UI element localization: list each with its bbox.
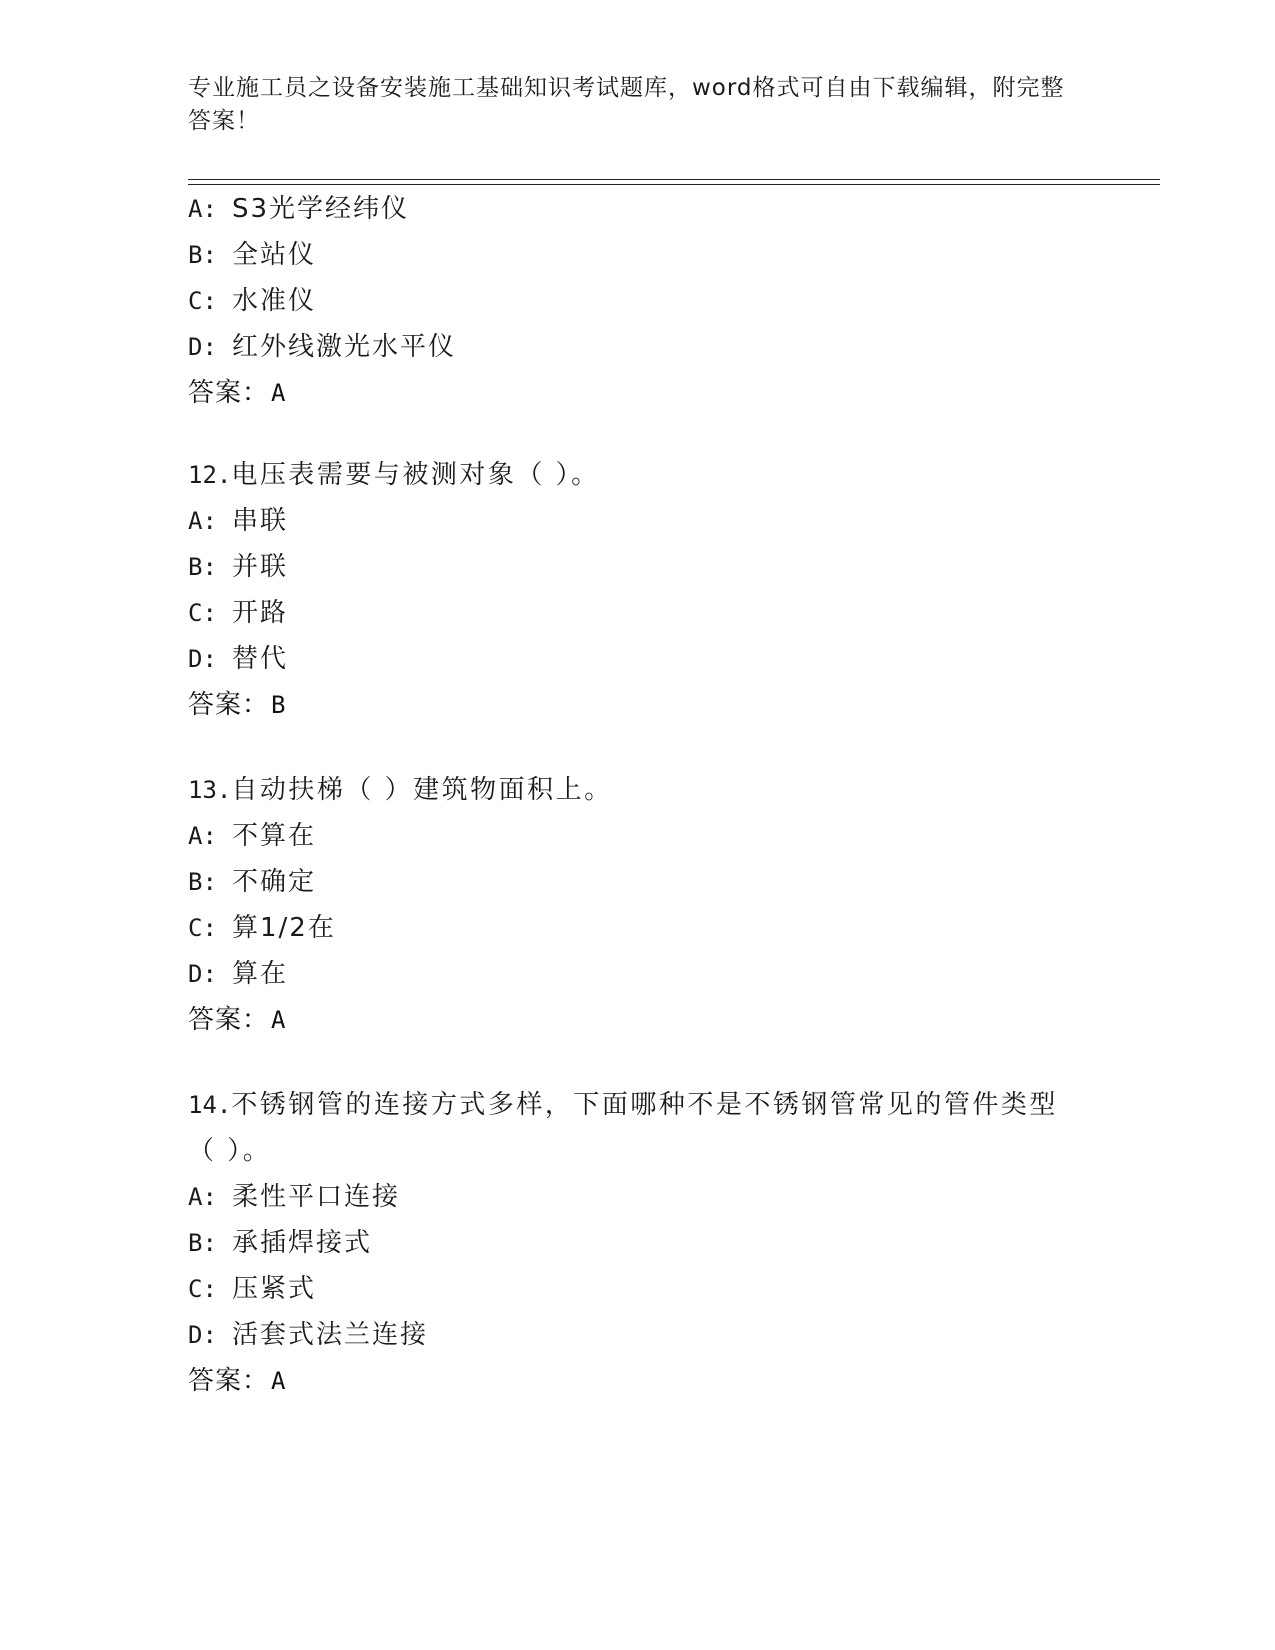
option-text: 柔性平口连接 xyxy=(232,1182,401,1212)
option-letter: C: xyxy=(188,1275,217,1303)
option-letter: B: xyxy=(188,868,217,896)
option-letter: B: xyxy=(188,1229,217,1257)
option-text: 并联 xyxy=(232,552,289,582)
question-block-12 xyxy=(188,452,1088,728)
question-text: 电压表需要与被测对象（ ）。 xyxy=(231,460,600,490)
option-d xyxy=(188,1312,1068,1358)
option-c xyxy=(188,905,1088,951)
option-text: 全站仪 xyxy=(232,240,317,270)
option-letter: A: xyxy=(188,822,217,850)
option-text: 串联 xyxy=(232,506,289,536)
option-a xyxy=(188,1174,1068,1220)
option-text: 不算在 xyxy=(232,821,317,851)
answer-line xyxy=(188,682,1088,728)
option-text: S3光学经纬仪 xyxy=(232,194,410,224)
answer-value: B xyxy=(271,691,287,719)
header-divider-top xyxy=(188,179,1160,180)
document-header: 专业施工员之设备安装施工基础知识考试题库，word格式可自由下载编辑，附完整答案！ xyxy=(188,75,1065,134)
question-number: 14. xyxy=(188,1091,232,1119)
question-block-14 xyxy=(188,1082,1068,1404)
option-a xyxy=(188,498,1088,544)
option-text: 不确定 xyxy=(232,867,317,897)
option-c xyxy=(188,1266,1068,1312)
option-b xyxy=(188,1220,1068,1266)
option-text: 承插焊接式 xyxy=(232,1228,373,1258)
option-b xyxy=(188,232,1088,278)
question-number: 13. xyxy=(188,776,232,804)
answer-line xyxy=(188,997,1088,1043)
option-letter: C: xyxy=(188,599,217,627)
option-letter: D: xyxy=(188,960,217,988)
option-letter: D: xyxy=(188,1321,217,1349)
answer-label: 答案： xyxy=(188,1005,270,1035)
option-c xyxy=(188,278,1088,324)
option-text: 活套式法兰连接 xyxy=(232,1320,429,1350)
option-d xyxy=(188,951,1088,997)
option-b xyxy=(188,544,1088,590)
option-d xyxy=(188,636,1088,682)
option-text: 算1/2在 xyxy=(232,913,336,943)
option-letter: C: xyxy=(188,914,217,942)
option-text: 红外线激光水平仪 xyxy=(232,332,457,362)
question-text: 不锈钢管的连接方式多样，下面哪种不是不锈钢管常见的管件类型（ ）。 xyxy=(188,1090,1058,1166)
option-letter: A: xyxy=(188,507,217,535)
answer-value: A xyxy=(271,1367,287,1395)
answer-label: 答案： xyxy=(188,1366,270,1396)
header-divider-bottom xyxy=(188,184,1160,185)
question-stem xyxy=(188,767,1088,813)
option-c xyxy=(188,590,1088,636)
question-text: 自动扶梯（ ）建筑物面积上。 xyxy=(231,775,613,805)
answer-label: 答案： xyxy=(188,378,270,408)
option-text: 开路 xyxy=(232,598,289,628)
answer-line xyxy=(188,1358,1068,1404)
option-letter: B: xyxy=(188,553,217,581)
answer-value: A xyxy=(271,1006,287,1034)
option-a xyxy=(188,186,1088,232)
option-d xyxy=(188,324,1088,370)
option-text: 压紧式 xyxy=(232,1274,317,1304)
option-b xyxy=(188,859,1088,905)
option-letter: A: xyxy=(188,1183,217,1211)
option-letter: C: xyxy=(188,287,217,315)
answer-line xyxy=(188,370,1088,416)
option-text: 算在 xyxy=(232,959,289,989)
option-letter: D: xyxy=(188,645,217,673)
option-a xyxy=(188,813,1088,859)
option-text: 水准仪 xyxy=(232,286,317,316)
question-block-13 xyxy=(188,767,1088,1043)
question-block-11 xyxy=(188,186,1088,416)
option-letter: D: xyxy=(188,333,217,361)
option-letter: B: xyxy=(188,241,217,269)
option-letter: A: xyxy=(188,195,217,223)
option-text: 替代 xyxy=(232,644,289,674)
question-stem xyxy=(188,452,1088,498)
answer-label: 答案： xyxy=(188,690,270,720)
answer-value: A xyxy=(271,379,287,407)
question-stem xyxy=(188,1082,1068,1174)
question-number: 12. xyxy=(188,461,232,489)
